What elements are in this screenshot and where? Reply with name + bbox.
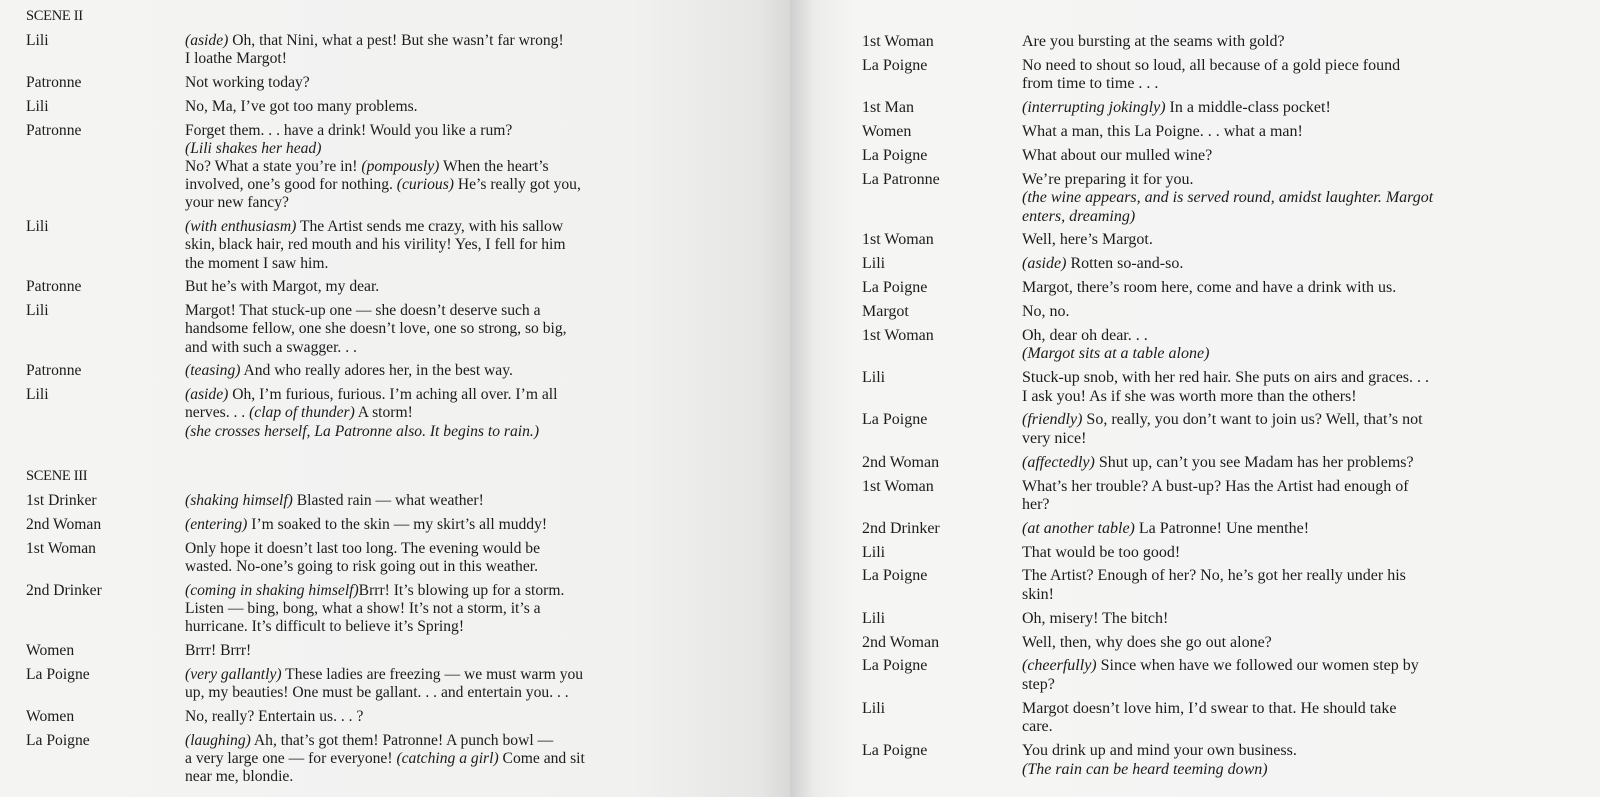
spoken-text: These ladies are freezing — we must warm you (281, 666, 584, 683)
spoken-text: Margot, there’s room here, come and have a drink with us. (1022, 279, 1397, 297)
spoken-text: near me, blondie. (185, 768, 294, 786)
dialogue-text (1022, 147, 1582, 166)
dialogue-text (185, 98, 726, 116)
dialogue-entry (862, 57, 1582, 94)
speaker-name: Lili (862, 368, 886, 386)
spoken-text: wasted. No-one’s going to risk going out in this weather. (185, 558, 538, 576)
dialogue-entry (862, 255, 1582, 274)
spoken-text: Well, then, why does she go out alone? (1022, 633, 1272, 651)
spoken-text: What a man, this La Poigne. . . what a man! (1022, 122, 1303, 140)
dialogue-entry (26, 666, 726, 702)
spoken-text: involved, one’s good for nothing. (185, 176, 397, 194)
dialogue-entry (862, 610, 1582, 629)
dialogue-entry (26, 642, 726, 660)
dialogue-text (1022, 369, 1582, 406)
speaker-name: Lili (862, 255, 886, 273)
speaker-name: Women (26, 708, 75, 725)
spoken-text: your new fancy? (185, 194, 289, 212)
dialogue-text (185, 302, 726, 357)
dialogue-line (185, 750, 726, 768)
stage-direction: (with enthusiasm) (185, 218, 297, 236)
dialogue-entry (862, 411, 1582, 448)
spoken-text: from time to time . . . (1022, 75, 1159, 93)
dialogue-text (185, 492, 726, 510)
stage-direction: (coming in shaking himself) (185, 582, 359, 599)
spoken-text: Only hope it doesn’t last too long. The evening would be (185, 540, 541, 557)
spoken-text: handsome fellow, one she doesn’t love, one so strong, so big, (185, 320, 567, 338)
spoken-text: In a middle-class pocket! (1165, 99, 1331, 117)
dialogue-line (185, 140, 726, 158)
speaker-name: Patronne (26, 74, 82, 91)
stage-direction: (aside) (185, 386, 229, 404)
dialogue-entry (862, 700, 1582, 737)
spoken-text: very nice! (1022, 429, 1087, 447)
dialogue-line (185, 362, 726, 380)
dialogue-line (185, 158, 726, 176)
speaker-name: Lili (26, 32, 49, 49)
speaker-name: Patronne (26, 362, 82, 380)
spoken-text: What’s her trouble? A bust-up? Has the Artist had enough of (1022, 477, 1409, 495)
dialogue-text (185, 386, 726, 441)
dialogue-line (1022, 208, 1582, 227)
speaker-name: 2nd Woman (862, 453, 940, 471)
speaker-name: 1st Woman (862, 231, 934, 249)
spoken-text: Oh, I’m furious, furious. I’m aching all over. I’m all (228, 386, 558, 404)
dialogue-entry (26, 218, 726, 273)
speaker-name: La Poigne (862, 279, 928, 297)
spoken-text: I’m soaked to the skin — my skirt’s all muddy! (247, 516, 548, 534)
dialogue-line (1022, 454, 1582, 473)
speaker-name: Lili (26, 386, 49, 404)
stage-direction: (cheerfully) (1022, 657, 1097, 675)
speaker-name: La Poigne (862, 56, 928, 74)
dialogue-line (1022, 718, 1582, 737)
dialogue-line (185, 540, 726, 558)
dialogue-entry (26, 386, 726, 441)
dialogue-text (1022, 255, 1582, 274)
dialogue-line (185, 32, 726, 50)
dialogue-line (1022, 255, 1582, 274)
dialogue-line (185, 386, 726, 404)
dialogue-text (185, 218, 726, 273)
spoken-text: Since when have we followed our women step by (1096, 657, 1419, 675)
spoken-text: up, my beauties! One must be gallant. . . and entertain you. . . (185, 684, 569, 702)
dialogue-line (1022, 430, 1582, 449)
dialogue-entry (26, 362, 726, 380)
stage-direction: (shaking himself) (185, 492, 293, 510)
dialogue-text (1022, 123, 1582, 142)
spoken-text: the moment I saw him. (185, 254, 329, 272)
stage-direction: (clap of thunder) (249, 404, 355, 422)
dialogue-line (185, 684, 726, 702)
dialogue-text (1022, 303, 1582, 322)
spoken-text: The Artist? Enough of her? No, he’s got her really under his (1022, 567, 1406, 585)
dialogue-line (185, 768, 726, 786)
speaker-name: La Poigne (862, 567, 928, 585)
dialogue-text (1022, 454, 1582, 473)
spoken-text: skin, black hair, red mouth and his virility! Yes, I fell for him (185, 236, 566, 254)
dialogue-text (1022, 279, 1582, 298)
dialogue-line (185, 516, 726, 534)
dialogue-text (1022, 567, 1582, 604)
dialogue-entry (862, 231, 1582, 250)
speaker-name: Lili (26, 218, 49, 236)
stage-direction: (interrupting jokingly) (1022, 99, 1166, 117)
speaker-name: 1st Woman (862, 477, 934, 495)
dialogue-line (185, 558, 726, 576)
speaker-name: Lili (26, 97, 49, 115)
dialogue-text (1022, 171, 1582, 227)
dialogue-text (1022, 634, 1582, 653)
stage-direction: (at another table) (1022, 519, 1135, 537)
dialogue-line (185, 236, 726, 254)
spoken-text: hurricane. It’s difficult to believe it’s Spring! (185, 618, 465, 636)
speaker-name: 2nd Woman (862, 633, 940, 651)
dialogue-entry (862, 544, 1582, 563)
dialogue-entry (26, 122, 726, 213)
dialogue-entry (26, 98, 726, 116)
speaker-name: Patronne (26, 121, 82, 139)
dialogue-line (1022, 586, 1582, 605)
dialogue-line (1022, 411, 1582, 430)
dialogue-text (185, 122, 726, 213)
stage-direction: (Margot sits at a table alone) (1022, 345, 1210, 363)
dialogue-entry (862, 279, 1582, 298)
dialogue-line (185, 708, 726, 726)
stage-direction: (aside) (185, 32, 229, 49)
speaker-name: La Poigne (862, 146, 928, 164)
speaker-name: 2nd Woman (26, 516, 102, 534)
stage-direction: (she crosses herself, La Patronne also. It begins to rain.) (185, 422, 540, 440)
spoken-text: A storm! (354, 404, 413, 422)
spoken-text: So, really, you don’t want to join us? Well, that’s not (1082, 411, 1423, 429)
speaker-name: La Poigne (26, 731, 90, 749)
speaker-name: 1st Woman (26, 540, 96, 557)
dialogue-entry (26, 732, 726, 787)
dialogue-line (1022, 369, 1582, 388)
dialogue-line (185, 618, 726, 636)
speaker-name: Women (26, 642, 75, 660)
dialogue-text (185, 278, 726, 296)
scene-heading: SCENE III (26, 468, 88, 485)
spoken-text: Brrr! Brrr! (185, 642, 252, 660)
speaker-name: La Poigne (862, 742, 928, 760)
stage-direction: enters, dreaming) (1022, 207, 1136, 225)
spoken-text: No, Ma, I’ve got too many problems. (185, 97, 418, 115)
dialogue-text (1022, 610, 1582, 629)
dialogue-text (185, 540, 726, 576)
dialogue-line (185, 600, 726, 618)
dialogue-text (1022, 231, 1582, 250)
dialogue-text (185, 74, 726, 92)
dialogue-line (1022, 171, 1582, 190)
speaker-name: Lili (862, 699, 886, 717)
spoken-text: The Artist sends me crazy, with his sallow (296, 218, 564, 236)
spoken-text: La Patronne! Une menthe! (1134, 519, 1310, 537)
right-page-text (862, 33, 1582, 785)
dialogue-entry (26, 516, 726, 534)
dialogue-line (185, 255, 726, 273)
dialogue-text (185, 362, 726, 380)
stage-direction: (aside) (1022, 255, 1067, 273)
spoken-text: Oh, that Nini, what a pest! But she wasn’t far wrong! (228, 32, 564, 49)
spoken-text: But he’s with Margot, my dear. (185, 278, 380, 296)
dialogue-line (1022, 189, 1582, 208)
dialogue-text (1022, 478, 1582, 515)
spoken-text: her? (1022, 496, 1050, 514)
dialogue-line (185, 50, 726, 68)
dialogue-text (185, 32, 726, 68)
dialogue-entry (26, 708, 726, 726)
dialogue-line (1022, 478, 1582, 497)
spoken-text: Ah, that’s got them! Patronne! A punch bowl — (250, 731, 554, 749)
spoken-text: step? (1022, 675, 1055, 693)
dialogue-line (185, 492, 726, 510)
dialogue-line (1022, 520, 1582, 539)
dialogue-line (1022, 99, 1582, 118)
dialogue-text (185, 732, 726, 787)
dialogue-text (1022, 327, 1582, 364)
dialogue-text (1022, 99, 1582, 118)
stage-direction: (affectedly) (1022, 453, 1095, 471)
dialogue-entry (862, 369, 1582, 406)
dialogue-line (185, 732, 726, 750)
speaker-name: La Patronne (862, 170, 940, 188)
spoken-text: That would be too good! (1022, 543, 1181, 561)
dialogue-line (1022, 761, 1582, 780)
dialogue-text (1022, 411, 1582, 448)
dialogue-line (1022, 327, 1582, 346)
dialogue-line (1022, 634, 1582, 653)
speaker-name: Women (862, 122, 912, 140)
dialogue-text (1022, 700, 1582, 737)
spoken-text: and with such a swagger. . . (185, 338, 357, 356)
dialogue-line (185, 666, 726, 684)
stage-direction: (entering) (185, 516, 248, 534)
stage-direction: (catching a girl) (396, 750, 499, 767)
spoken-text: Rotten so-and-so. (1066, 255, 1184, 273)
stage-direction: (very gallantly) (185, 666, 282, 683)
dialogue-line (1022, 657, 1582, 676)
spoken-text: I loathe Margot! (185, 50, 287, 68)
dialogue-text (185, 642, 726, 660)
dialogue-entry (862, 657, 1582, 694)
spoken-text: Brrr! It’s blowing up for a storm. (358, 582, 565, 599)
spoken-text: Margot! That stuck-up one — she doesn’t deserve such a (185, 302, 541, 320)
stage-direction: (pompously) (361, 158, 440, 175)
dialogue-line (1022, 147, 1582, 166)
dialogue-entry (862, 454, 1582, 473)
dialogue-entry (862, 33, 1582, 52)
dialogue-line (1022, 742, 1582, 761)
spoken-text: skin! (1022, 586, 1054, 604)
spoken-text: Oh, misery! The bitch! (1022, 609, 1169, 627)
spoken-text: No, no. (1022, 302, 1070, 320)
dialogue-line (1022, 388, 1582, 407)
spoken-text: What about our mulled wine? (1022, 146, 1213, 164)
dialogue-entry (26, 278, 726, 296)
scene-heading: SCENE II (26, 8, 83, 24)
dialogue-line (185, 302, 726, 320)
stage-direction: (Lili shakes her head) (185, 139, 322, 157)
stage-direction: (teasing) (185, 362, 241, 380)
dialogue-line (185, 122, 726, 140)
dialogue-entry (862, 147, 1582, 166)
speaker-name: 1st Man (862, 99, 914, 117)
dialogue-entry (26, 32, 726, 68)
dialogue-line (185, 423, 726, 441)
speaker-name: 1st Drinker (26, 492, 97, 510)
left-page-text (26, 6, 726, 792)
speaker-name: 2nd Drinker (26, 582, 102, 599)
dialogue-entry (862, 123, 1582, 142)
spoken-text: Forget them. . . have a drink! Would you like a rum? (185, 121, 513, 139)
dialogue-entry (26, 492, 726, 510)
spoken-text: When the heart’s (439, 158, 549, 175)
dialogue-entry (26, 582, 726, 637)
dialogue-line (185, 194, 726, 212)
spoken-text: Stuck-up snob, with her red hair. She puts on airs and graces. . . (1022, 368, 1430, 386)
speaker-name: Patronne (26, 278, 82, 296)
spoken-text: We’re preparing it for you. (1022, 170, 1194, 188)
spoken-text: Shut up, can’t you see Madam has her problems? (1094, 453, 1414, 471)
stage-direction: (The rain can be heard teeming down) (1022, 760, 1268, 778)
dialogue-line (1022, 279, 1582, 298)
scene-spacer (26, 446, 726, 466)
dialogue-entry (862, 567, 1582, 604)
dialogue-line (1022, 345, 1582, 364)
spoken-text: No, really? Entertain us. . . ? (185, 708, 364, 725)
dialogue-line (1022, 544, 1582, 563)
speaker-name: Lili (862, 609, 886, 627)
speaker-name: Lili (862, 543, 886, 561)
spoken-text: Blasted rain — what weather! (292, 492, 484, 510)
spoken-text: You drink up and mind your own business. (1022, 742, 1297, 760)
dialogue-line (1022, 231, 1582, 250)
spoken-text: And who really adores her, in the best way. (240, 362, 513, 380)
dialogue-entry (862, 171, 1582, 227)
dialogue-entry (862, 520, 1582, 539)
dialogue-line (1022, 57, 1582, 76)
speaker-name: La Poigne (26, 666, 90, 683)
spoken-text: a very large one — for everyone! (185, 750, 397, 767)
spoken-text: Are you bursting at the seams with gold? (1022, 33, 1285, 50)
dialogue-entry (862, 478, 1582, 515)
spoken-text: No need to shout so loud, all because of a gold piece found (1022, 56, 1401, 74)
spoken-text: No? What a state you’re in! (185, 158, 362, 175)
speaker-name: Margot (862, 302, 909, 320)
dialogue-text (185, 708, 726, 726)
spoken-text: Listen — bing, bong, what a show! It’s not a storm, it’s a (185, 600, 541, 618)
stage-direction: (laughing) (185, 731, 251, 749)
speaker-name: Lili (26, 302, 49, 320)
dialogue-line (185, 320, 726, 338)
dialogue-text (1022, 57, 1582, 94)
stage-direction: (curious) (396, 176, 454, 194)
dialogue-line (185, 218, 726, 236)
dialogue-line (1022, 496, 1582, 515)
dialogue-entry (26, 540, 726, 576)
dialogue-line (1022, 610, 1582, 629)
dialogue-line (1022, 303, 1582, 322)
dialogue-line (185, 278, 726, 296)
dialogue-text (1022, 33, 1582, 52)
dialogue-line (1022, 123, 1582, 142)
spoken-text: Well, here’s Margot. (1022, 231, 1153, 249)
speaker-name: 1st Woman (862, 33, 934, 50)
dialogue-entry (26, 74, 726, 92)
spoken-text: Oh, dear oh dear. . . (1022, 326, 1148, 344)
dialogue-entry (862, 327, 1582, 364)
dialogue-text (185, 516, 726, 534)
spoken-text: care. (1022, 718, 1053, 736)
dialogue-entry (26, 302, 726, 357)
spoken-text: nerves. . . (185, 404, 250, 422)
spoken-text: He’s really got you, (453, 176, 581, 194)
dialogue-line (185, 339, 726, 357)
dialogue-line (1022, 33, 1582, 52)
speaker-name: 2nd Drinker (862, 519, 940, 537)
dialogue-entry (862, 634, 1582, 653)
spoken-text: I ask you! As if she was worth more than the others! (1022, 387, 1357, 405)
stage-direction: (the wine appears, and is served round, amidst laughter. Margot (1022, 189, 1434, 207)
dialogue-line (185, 404, 726, 422)
dialogue-line (1022, 676, 1582, 695)
speaker-name: La Poigne (862, 657, 928, 675)
dialogue-line (1022, 700, 1582, 719)
dialogue-text (185, 582, 726, 637)
dialogue-line (185, 642, 726, 660)
dialogue-text (1022, 742, 1582, 779)
dialogue-text (1022, 657, 1582, 694)
dialogue-line (185, 98, 726, 116)
dialogue-text (1022, 544, 1582, 563)
dialogue-entry (862, 742, 1582, 779)
speaker-name: La Poigne (862, 411, 928, 429)
dialogue-line (1022, 567, 1582, 586)
dialogue-line (185, 74, 726, 92)
dialogue-line (185, 582, 726, 600)
dialogue-entry (862, 303, 1582, 322)
dialogue-entry (862, 99, 1582, 118)
spoken-text: Come and sit (498, 750, 585, 767)
stage-direction: (friendly) (1022, 411, 1083, 429)
dialogue-text (185, 666, 726, 702)
dialogue-line (1022, 75, 1582, 94)
dialogue-line (185, 176, 726, 194)
speaker-name: 1st Woman (862, 326, 934, 344)
spoken-text: Not working today? (185, 74, 310, 91)
left-page (0, 0, 790, 797)
dialogue-text (1022, 520, 1582, 539)
spoken-text: Margot doesn’t love him, I’d swear to that. He should take (1022, 699, 1397, 717)
